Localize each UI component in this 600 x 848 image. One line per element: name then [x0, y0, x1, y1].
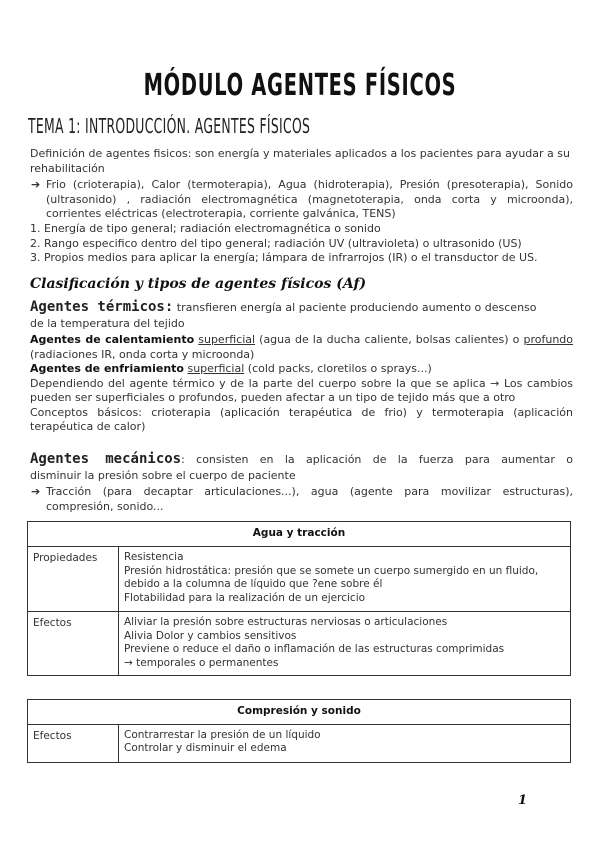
concepts-line: terapéutica de calor) — [30, 420, 146, 433]
page-number: 1 — [518, 793, 528, 808]
definition-line: rehabilitación — [30, 161, 105, 175]
definition-line: Definición de agentes fisicos: son energía y materiales aplicados a los pacientes para ayudar a su — [30, 147, 570, 160]
table-row — [28, 547, 571, 612]
table-row — [28, 724, 571, 762]
heating-desc-line2: (radiaciones IR, onda corta y microonda) — [30, 347, 255, 361]
bullet-line: compresión, sonido... — [46, 499, 164, 513]
mechanical-agents-heading: Agentes mecánicos — [30, 451, 182, 467]
thermal-agents-text: de la temperatura del tejido — [30, 317, 185, 330]
bullet-line: corrientes eléctricas (electroterapia, corriente galvánica, TENS) — [46, 207, 396, 220]
definition-paragraph — [30, 147, 573, 176]
thermal-agents-heading: Agentes térmicos: — [30, 299, 174, 315]
bullet-line: Frio (crioterapia), Calor (termoterapia), Agua (hidroterapia), Presión (presoterapia), Sonido — [46, 178, 573, 191]
cell-line: Controlar y disminuir el edema — [124, 742, 287, 754]
cell-line: Resistencia — [124, 551, 184, 563]
heating-desc: (agua de la ducha caliente, bolsas calientes) o — [255, 333, 524, 346]
cell-line: Aliviar la presión sobre estructuras nerviosas o articulaciones — [124, 616, 448, 628]
numbered-list-item: 2. Rango especifico dentro del tipo general; radiación UV (ultravioleta) o ultrasonido (US) — [30, 236, 522, 250]
row-content — [119, 724, 571, 762]
cell-line: Presión hidrostática: presión que se somete un cuerpo sumergido en un fluido, — [124, 564, 539, 577]
numbered-list-item: 1. Energía de tipo general; radiación electromagnética o sonido — [30, 222, 381, 235]
superficial-term: superficial — [198, 333, 256, 346]
heating-agents-label: Agentes de calentamiento — [30, 333, 195, 346]
cell-line: Flotabilidad para la realización de un ejercicio — [124, 591, 366, 604]
superficial-term: superficial — [187, 362, 245, 375]
mechanical-agents-text: disminuir la presión sobre el cuerpo de paciente — [30, 469, 296, 482]
mechanical-agents-text: : consisten en la aplicación de la fuerza para aumentar o — [181, 453, 573, 466]
table-compresion-y-sonido — [27, 699, 571, 763]
table-row — [28, 612, 571, 676]
profundo-term: profundo — [523, 333, 574, 346]
concepts-line: Conceptos básicos: crioterapia (aplicación terapéutica de frio) y termoterapia (aplicación — [30, 405, 573, 419]
thermal-agents-paragraph — [30, 299, 573, 332]
arrow-bullet-icon: ➔ — [31, 178, 41, 191]
row-content — [119, 547, 571, 612]
row-label: Efectos — [28, 724, 119, 762]
mechanical-agents-paragraph — [30, 451, 573, 484]
table-title: Agua y tracción — [28, 522, 571, 547]
table-agua-y-traccion — [27, 521, 571, 676]
cell-line: Previene o reduce el daño o inflamación de las estructuras comprimidas — [124, 643, 505, 655]
heating-agents-paragraph — [30, 333, 573, 435]
thermal-agents-text: transfieren energía al paciente produciendo aumento o descenso — [173, 301, 537, 314]
bullet-list-item — [31, 485, 573, 514]
document-main-title: MÓDULO AGENTES FÍSICOS — [143, 68, 457, 103]
table-title: Compresión y sonido — [28, 700, 571, 725]
cell-line: Alivia Dolor y cambios sensitivos — [124, 629, 297, 642]
bullet-line: Tracción (para decaptar articulaciones...), agua (agente para movilizar estructuras), — [46, 485, 573, 498]
numbered-list — [30, 222, 573, 266]
cooling-agents-label: Agentes de enfriamiento — [30, 362, 184, 375]
bullet-line: (ultrasonido) , radiación electromagnética (magnetoterapia, onda corta y microonda), — [46, 192, 573, 206]
section-title: TEMA 1: INTRODUCCIÓN. AGENTES FÍSICOS — [28, 114, 311, 138]
row-label: Propiedades — [28, 547, 119, 612]
depending-line: pueden ser superficiales o profundos, pueden afectar a un tipo de tejido más que a otro — [30, 391, 516, 404]
classification-heading: Clasificación y tipos de agentes físicos (Af) — [30, 276, 367, 292]
cell-line: debido a la columna de líquido que ?ene sobre él — [124, 578, 383, 590]
bullet-list-item — [31, 178, 573, 222]
numbered-list-item: 3. Propios medios para aplicar la energía; lámpara de infrarrojos (IR) o el transductor de US. — [30, 251, 538, 264]
row-label: Efectos — [28, 612, 119, 676]
cell-line: → temporales o permanentes — [124, 656, 279, 669]
row-content — [119, 612, 571, 676]
cell-line: Contrarrestar la presión de un líquido — [124, 728, 321, 741]
cooling-desc: (cold packs, cloretilos o sprays...) — [244, 362, 432, 375]
arrow-bullet-icon: ➔ — [31, 485, 41, 498]
depending-line: Dependiendo del agente térmico y de la parte del cuerpo sobre la que se aplica → Los cambios — [30, 376, 573, 390]
